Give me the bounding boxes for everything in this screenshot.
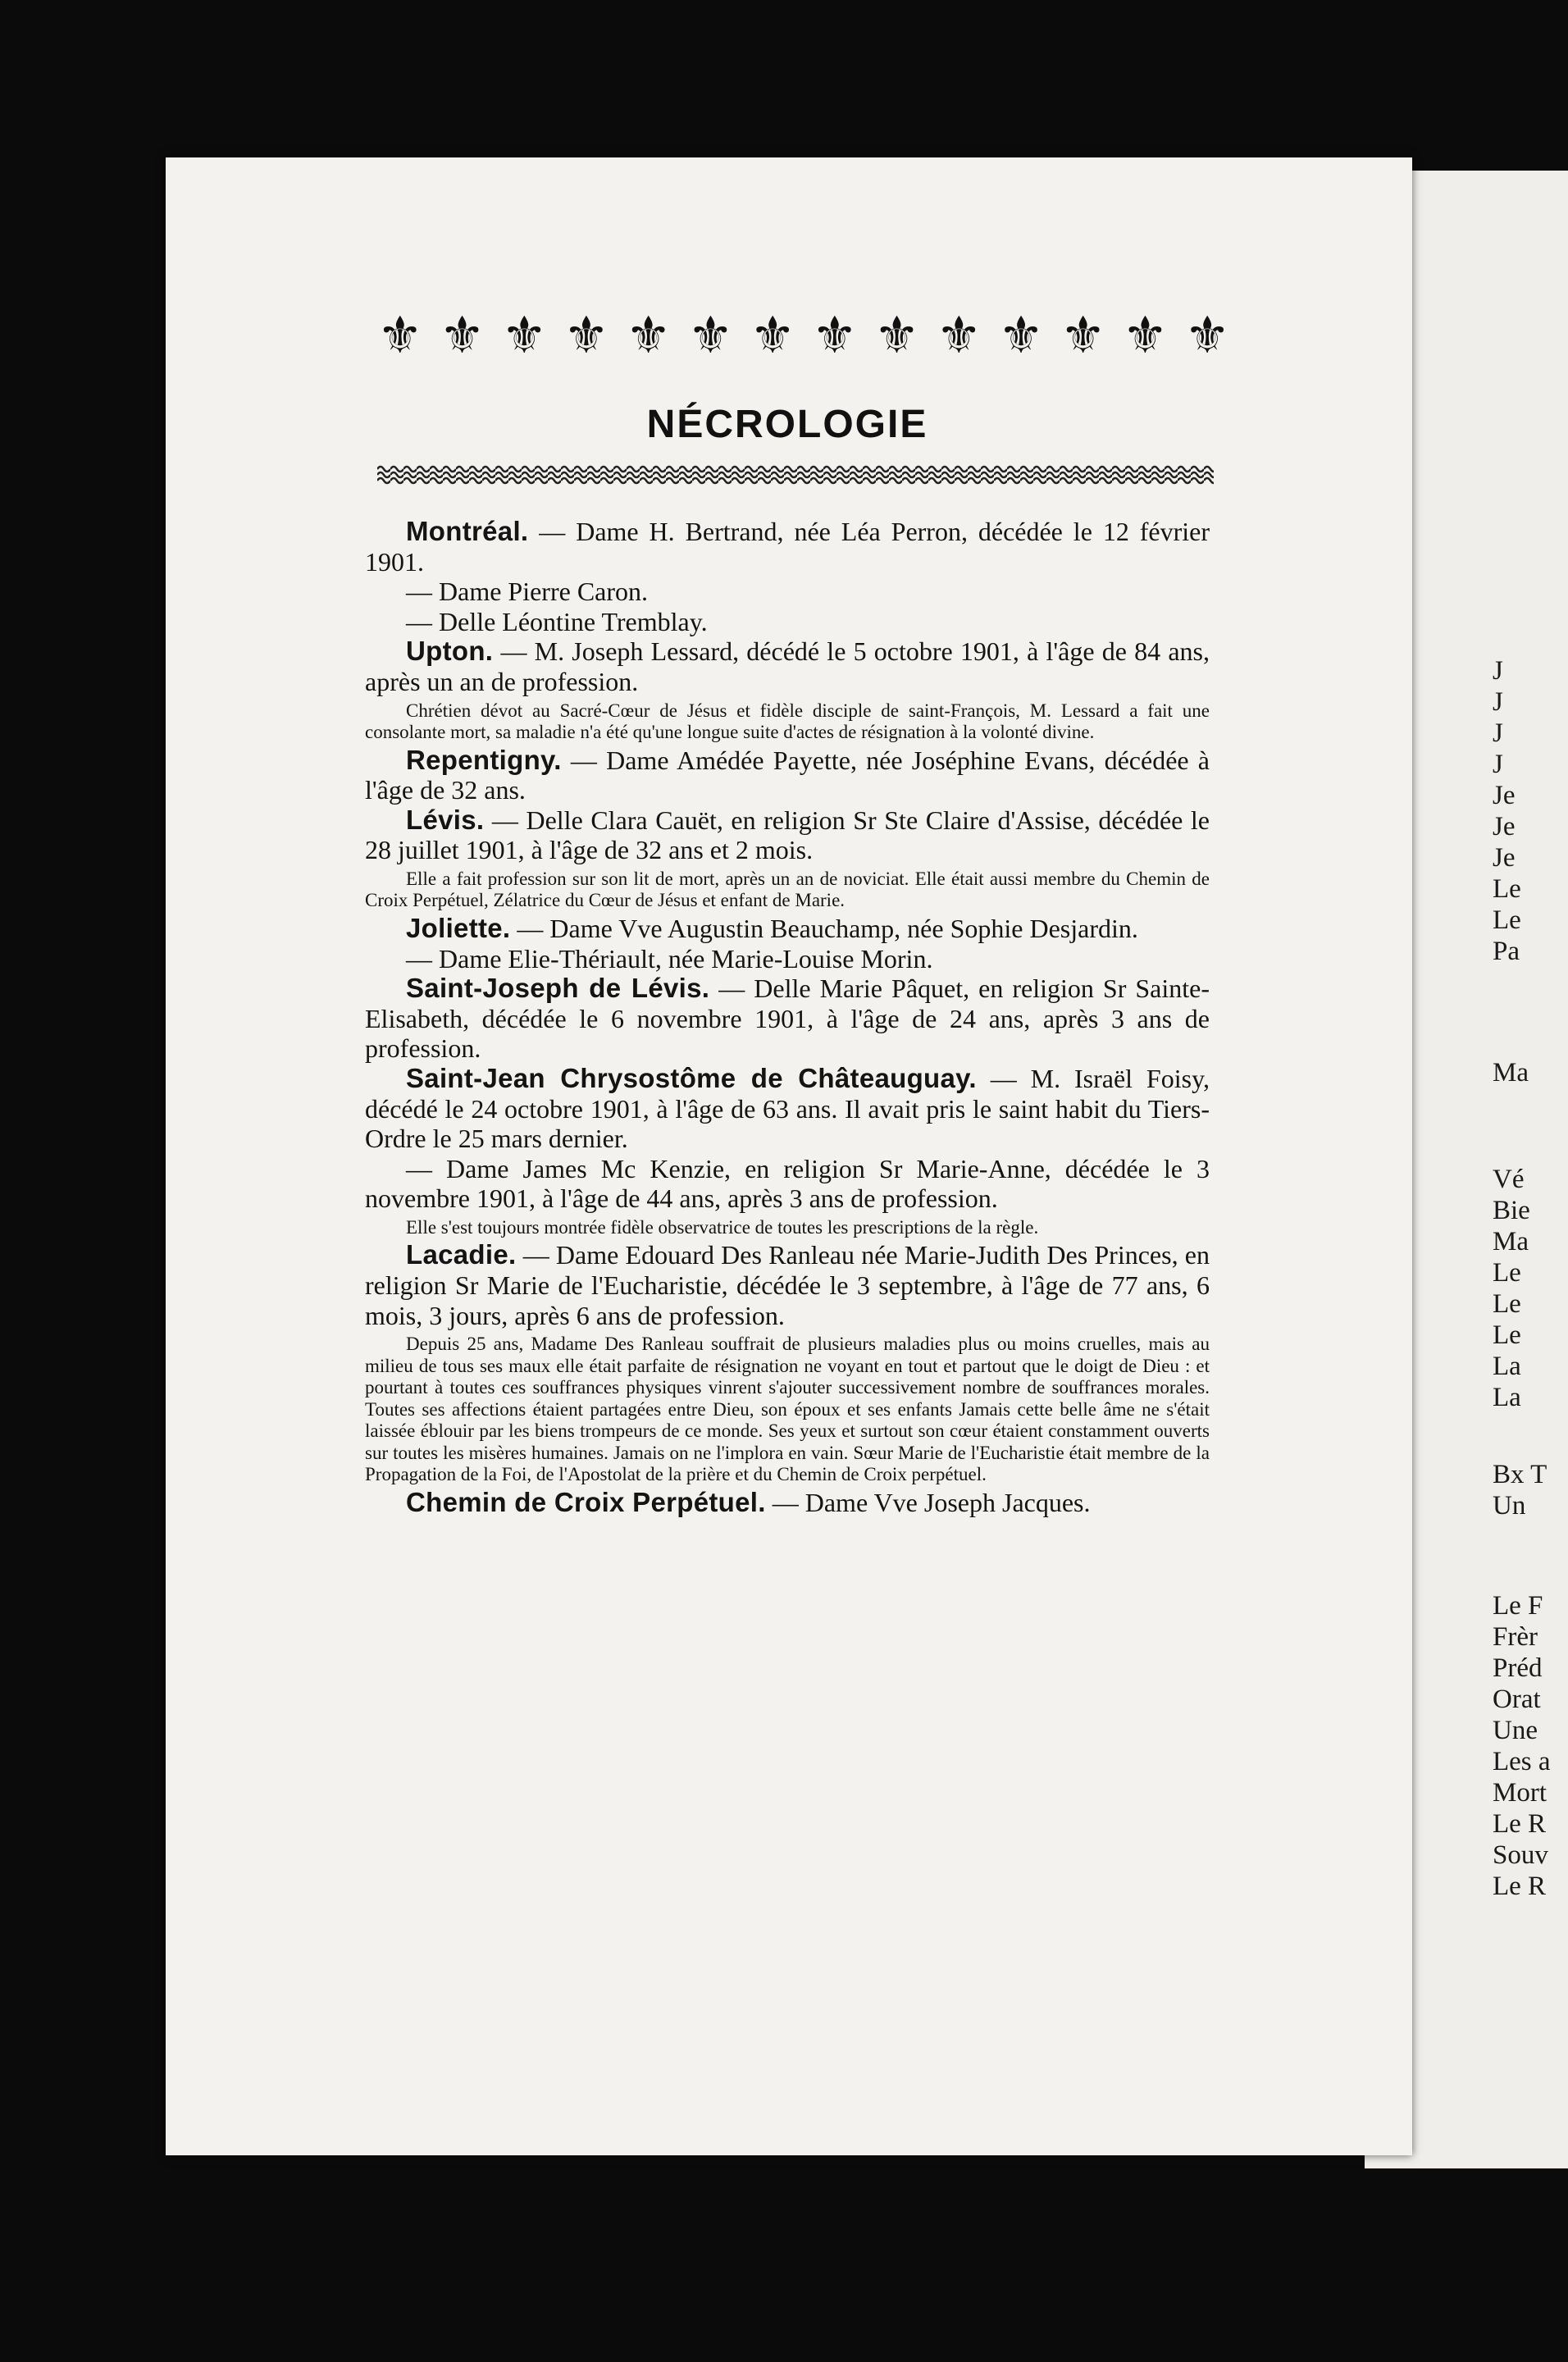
fleur-de-lis-border xyxy=(377,303,1230,369)
entry-text: — Dame Vve Augustin Beauchamp, née Sophie Desjardin. xyxy=(510,913,1138,943)
fleur-de-lis-icon: ⚜ xyxy=(563,308,609,364)
facing-page-line-fragment: Je xyxy=(1493,843,1516,873)
facing-page-line-fragment: Le xyxy=(1493,1289,1521,1319)
fleur-de-lis-icon: ⚜ xyxy=(936,308,982,364)
necrology-note: Chrétien dévot au Sacré-Cœur de Jésus et fidèle disciple de saint-François, M. Lessard a fait une consolante mort, sa maladie n'a été qu'une longue suite d'actes de résignation à la volonté divine. xyxy=(365,700,1210,743)
necrology-entry xyxy=(365,914,1210,944)
necrology-sub-entry: — Dame Pierre Caron. xyxy=(406,577,649,607)
facing-page-line-fragment: Bx T xyxy=(1493,1460,1547,1489)
facing-page-line-fragment: Le F xyxy=(1493,1591,1543,1621)
fleur-de-lis-icon: ⚜ xyxy=(873,308,920,364)
entry-text: — Delle Marie Pâquet, en religion Sr Sainte-Elisabeth, décédée le 6 novembre 1901, à l'âge de 24 ans, après 3 ans de profession. xyxy=(365,974,1210,1064)
facing-page-line-fragment: Un xyxy=(1493,1491,1526,1521)
facing-page-line-fragment: Vé xyxy=(1493,1165,1525,1194)
facing-page-line-fragment: La xyxy=(1493,1383,1521,1412)
facing-page-line-fragment: J xyxy=(1493,718,1503,748)
fleur-de-lis-icon: ⚜ xyxy=(812,308,858,364)
facing-page-line-fragment: Orat xyxy=(1493,1685,1541,1714)
necrology-entry xyxy=(365,1154,1210,1214)
necrology-sub-entry: — Dame Elie-Thériault, née Marie-Louise Morin. xyxy=(406,943,933,974)
fleur-de-lis-icon: ⚜ xyxy=(501,308,548,364)
facing-page-line-fragment: Le R xyxy=(1493,1809,1547,1839)
facing-page-line-fragment: J xyxy=(1493,656,1503,686)
place-name: Saint-Jean Chrysostôme de Châteauguay. xyxy=(406,1062,977,1093)
necrology-text xyxy=(365,517,1210,1517)
entry-text: — Dame H. Bertrand, née Léa Perron, décédée le 12 février 1901. xyxy=(365,517,1210,577)
place-name: Chemin de Croix Perpétuel. xyxy=(406,1486,766,1517)
facing-page-line-fragment: Je xyxy=(1493,812,1516,841)
necrology-note: Depuis 25 ans, Madame Des Ranleau souffrait de plusieurs maladies plus ou moins cruelles, mais au milieu de tous ses maux elle était parfaite de résignation ne voyant en tout et partout que le doigt de Dieu : et pourtant à toutes ces souffrances physiques vinrent s'ajouter successivement nombre de souffrances morales. Toutes ses affections étaient partagées entre Dieu, son époux et ses enfants Jamais cette belle âme ne s'était laissée éblouir par les biens trompeurs de ce monde. Ses yeux et surtout son cœur étaient constamment ouverts sur toutes les misères humaines. Jamais on ne l'implora en vain. Sœur Marie de l'Eucharistie était membre de la Propagation de la Foi, de l'Apostolat de la prière et du Chemin de Croix perpétuel. xyxy=(365,1334,1210,1485)
facing-page-line-fragment: J xyxy=(1493,687,1503,717)
fleur-de-lis-icon: ⚜ xyxy=(439,308,485,364)
place-name: Upton. xyxy=(406,636,494,667)
facing-page-line-fragment: Préd xyxy=(1493,1653,1543,1683)
facing-page-line-fragment: Mort xyxy=(1493,1778,1547,1808)
wavy-divider xyxy=(377,463,1214,486)
facing-page-line-fragment: Ma xyxy=(1493,1058,1529,1088)
place-name: Joliette. xyxy=(406,912,511,943)
facing-page-line-fragment: Je xyxy=(1493,781,1516,810)
place-name: Lacadie. xyxy=(406,1239,517,1270)
fleur-de-lis-icon: ⚜ xyxy=(1060,308,1106,364)
fleur-de-lis-icon: ⚜ xyxy=(750,308,795,364)
facing-page-line-fragment: Frèr xyxy=(1493,1622,1538,1652)
entry-text: — Dame Amédée Payette, née Joséphine Evans, décédée à l'âge de 32 ans. xyxy=(365,745,1210,805)
facing-page-line-fragment: Le xyxy=(1493,874,1521,904)
necrology-entry xyxy=(365,1064,1210,1154)
facing-page-line-fragment: Bie xyxy=(1493,1196,1530,1225)
facing-page-line-fragment: Le xyxy=(1493,1258,1521,1288)
facing-page-line-fragment: Le xyxy=(1493,905,1521,935)
facing-page-line-fragment: Ma xyxy=(1493,1227,1529,1256)
fleur-de-lis-icon: ⚜ xyxy=(1184,308,1230,364)
place-name: Saint-Joseph de Lévis. xyxy=(406,973,710,1004)
facing-page-line-fragment: Souv xyxy=(1493,1840,1548,1870)
place-name: Lévis. xyxy=(406,804,485,835)
necrology-entry xyxy=(365,1488,1210,1518)
entry-text: — Dame Vve Joseph Jacques. xyxy=(765,1487,1091,1517)
necrology-entry xyxy=(365,636,1210,696)
fleur-de-lis-icon: ⚜ xyxy=(377,308,423,364)
fleur-de-lis-icon: ⚜ xyxy=(998,308,1044,364)
facing-page-line-fragment: Pa xyxy=(1493,937,1520,966)
facing-page-line-fragment: J xyxy=(1493,750,1503,779)
fleur-de-lis-icon: ⚜ xyxy=(687,308,734,364)
page-title: NÉCROLOGIE xyxy=(646,403,928,446)
necrology-entry xyxy=(365,746,1210,805)
facing-page-line-fragment: Le R xyxy=(1493,1872,1547,1901)
place-name: Repentigny. xyxy=(406,744,562,775)
entry-text: — M. Israël Foisy, décédé le 24 octobre 1901, à l'âge de 63 ans. Il avait pris le saint habit du Tiers-Ordre le 25 mars dernier. xyxy=(365,1063,1210,1154)
necrology-entry xyxy=(365,1240,1210,1330)
place-name: Montréal. xyxy=(406,516,529,546)
facing-page-line-fragment: Une xyxy=(1493,1716,1538,1745)
entry-text: — Dame James Mc Kenzie, en religion Sr Marie-Anne, décédée le 3 novembre 1901, à l'âge de 44 ans, après 3 ans de profession. xyxy=(365,1153,1210,1214)
fleur-de-lis-icon: ⚜ xyxy=(1122,308,1169,364)
necrology-entry xyxy=(365,517,1210,577)
necrology-entry xyxy=(365,805,1210,865)
facing-page-line-fragment: Les a xyxy=(1493,1747,1551,1776)
necrology-entry xyxy=(365,974,1210,1064)
necrology-note: Elle s'est toujours montrée fidèle observatrice de toutes les prescriptions de la règle. xyxy=(406,1216,1039,1238)
entry-text: — M. Joseph Lessard, décédé le 5 octobre 1901, à l'âge de 84 ans, après un an de profession. xyxy=(365,636,1210,696)
facing-page-line-fragment: La xyxy=(1493,1352,1521,1381)
entry-text: — Delle Clara Cauët, en religion Sr Ste Claire d'Assise, décédée le 28 juillet 1901, à l'âge de 32 ans et 2 mois. xyxy=(365,805,1210,865)
facing-page-line-fragment: Le xyxy=(1493,1320,1521,1350)
fleur-de-lis-icon: ⚜ xyxy=(625,308,672,364)
necrology-note: Elle a fait profession sur son lit de mort, après un an de noviciat. Elle était aussi membre du Chemin de Croix Perpétuel, Zélatrice du Cœur de Jésus et enfant de Marie. xyxy=(365,868,1210,911)
entry-text: — Dame Edouard Des Ranleau née Marie-Judith Des Princes, en religion Sr Marie de l'Eucharistie, décédée le 3 septembre, à l'âge de 77 ans, 6 mois, 3 jours, après 6 ans de profession. xyxy=(365,1240,1210,1330)
necrology-sub-entry: — Delle Léontine Tremblay. xyxy=(406,606,708,636)
